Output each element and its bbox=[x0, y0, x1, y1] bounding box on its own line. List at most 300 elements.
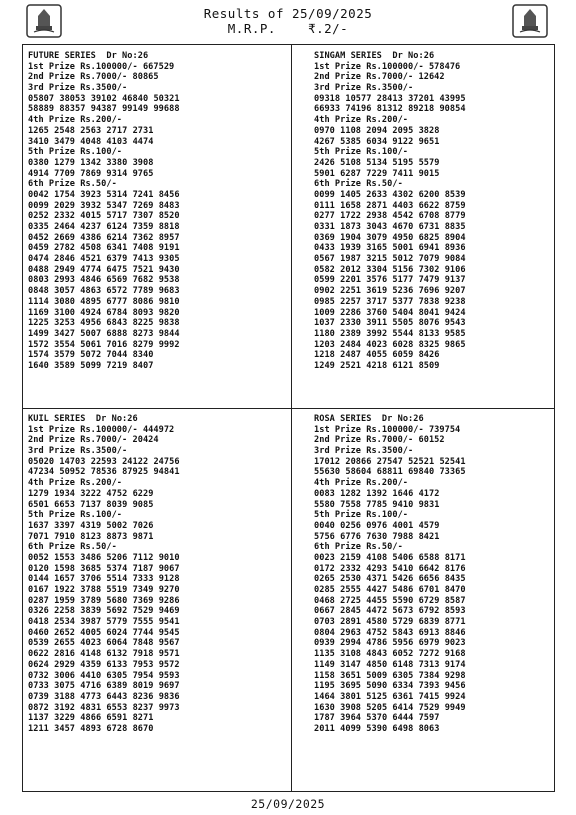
winning-number: 0803 bbox=[28, 275, 49, 286]
winning-number: 0703 bbox=[314, 617, 335, 628]
winning-number: 4924 bbox=[80, 307, 102, 318]
winning-number: 2938 bbox=[366, 211, 388, 222]
prize-label bbox=[314, 147, 466, 158]
winning-number: 6843 bbox=[106, 318, 128, 329]
winning-number: 9949 bbox=[444, 702, 466, 713]
winning-number: 7988 bbox=[392, 531, 414, 542]
winning-number: 2633 bbox=[366, 189, 388, 200]
winning-number: 1658 bbox=[340, 200, 362, 211]
winning-number: 4773 bbox=[80, 691, 102, 702]
winning-number: 2095 bbox=[392, 125, 414, 136]
number-row bbox=[314, 713, 466, 724]
number-row bbox=[28, 606, 180, 617]
winning-number: 9469 bbox=[158, 606, 180, 617]
number-row bbox=[314, 190, 466, 201]
winning-number: 3479 bbox=[54, 136, 76, 147]
winning-number: 0052 bbox=[28, 552, 49, 563]
winning-number: 94387 bbox=[90, 104, 117, 115]
winning-number: 6979 bbox=[418, 638, 440, 649]
winning-number: 1939 bbox=[340, 243, 362, 254]
winning-number: 3760 bbox=[366, 307, 388, 318]
winning-number: 9571 bbox=[158, 649, 180, 660]
winning-number: 1904 bbox=[340, 232, 362, 243]
prize-label-text: 6th Prize Rs.50/- bbox=[28, 179, 117, 190]
winning-number: 5177 bbox=[392, 275, 414, 286]
winning-number: 1149 bbox=[314, 659, 335, 670]
winning-number: 6334 bbox=[392, 681, 414, 692]
winning-number: 4579 bbox=[418, 520, 440, 531]
winning-number: 1195 bbox=[314, 681, 335, 692]
winning-number: 7241 bbox=[132, 189, 154, 200]
winning-number: 3486 bbox=[80, 552, 102, 563]
winning-number: 4956 bbox=[80, 318, 102, 329]
winning-number: 2258 bbox=[54, 606, 76, 617]
winning-number: 7187 bbox=[132, 563, 154, 574]
winning-number: 0970 bbox=[314, 125, 335, 136]
winning-number: 1037 bbox=[314, 318, 335, 329]
winning-number: 3801 bbox=[340, 691, 362, 702]
winning-number: 7384 bbox=[418, 670, 440, 681]
winning-number: 8123 bbox=[80, 531, 102, 542]
winning-number: 9085 bbox=[132, 499, 154, 510]
prize-label-text: 3rd Prize Rs.3500/- bbox=[314, 83, 414, 94]
winning-number: 9174 bbox=[444, 659, 466, 670]
winning-number: 5385 bbox=[340, 136, 362, 147]
winning-number: 0468 bbox=[314, 595, 335, 606]
winning-number: 12642 bbox=[418, 72, 445, 83]
winning-number: 8670 bbox=[132, 723, 154, 734]
winning-number: 8273 bbox=[132, 328, 154, 339]
prize-label-text: 5th Prize Rs.100/- bbox=[28, 147, 123, 158]
winning-number: 58889 bbox=[28, 104, 55, 115]
number-row bbox=[28, 158, 180, 169]
winning-number: 5125 bbox=[366, 691, 388, 702]
winning-number: 58604 bbox=[345, 467, 372, 478]
winning-number: 4410 bbox=[80, 670, 102, 681]
winning-number: 3589 bbox=[54, 360, 76, 371]
number-row bbox=[314, 692, 466, 703]
winning-number: 5007 bbox=[80, 328, 102, 339]
number-row bbox=[314, 649, 466, 660]
winning-number: 6701 bbox=[418, 585, 440, 595]
winning-number: 5590 bbox=[392, 595, 414, 606]
number-row bbox=[314, 318, 466, 329]
winning-number: 3100 bbox=[54, 307, 76, 318]
footer-date: 25/09/2025 bbox=[250, 797, 326, 811]
winning-number: 8421 bbox=[418, 531, 440, 542]
winning-number: 6443 bbox=[106, 691, 128, 702]
winning-number: 0369 bbox=[314, 232, 335, 243]
winning-number: 3192 bbox=[54, 702, 76, 713]
winning-number: 8470 bbox=[444, 585, 466, 595]
winning-number: 5956 bbox=[392, 638, 414, 649]
winning-number: 9456 bbox=[444, 681, 466, 692]
winning-number: 0460 bbox=[28, 627, 49, 638]
winning-number: 5377 bbox=[392, 296, 414, 307]
winning-number: 8539 bbox=[444, 189, 466, 200]
winning-number: 73365 bbox=[439, 467, 466, 478]
winning-number: 9424 bbox=[444, 307, 466, 318]
winning-number: 4103 bbox=[106, 136, 128, 147]
number-row bbox=[28, 457, 180, 468]
draw-label: Dr No: bbox=[106, 51, 138, 61]
winning-number: 6729 bbox=[418, 595, 440, 606]
winning-number: 4055 bbox=[366, 350, 388, 361]
number-row bbox=[314, 596, 466, 607]
prize-label-text: 5th Prize Rs.100/- bbox=[314, 510, 409, 521]
winning-number: 7415 bbox=[418, 691, 440, 702]
winning-number: 9010 bbox=[158, 552, 180, 563]
winning-number: 4015 bbox=[80, 211, 102, 222]
winning-number: 8086 bbox=[132, 296, 154, 307]
winning-number: 9572 bbox=[158, 659, 180, 670]
winning-number: 2717 bbox=[106, 125, 128, 136]
prize-label-text: 2nd Prize Rs.7000/- bbox=[28, 72, 128, 83]
number-row bbox=[314, 297, 466, 308]
winning-number: 2094 bbox=[366, 125, 388, 136]
winning-number: 8936 bbox=[444, 243, 466, 254]
number-row bbox=[314, 286, 466, 297]
number-row bbox=[28, 489, 180, 500]
winning-number: 1873 bbox=[340, 222, 362, 232]
winning-number: 3410 bbox=[28, 136, 49, 147]
prize-label bbox=[28, 510, 180, 521]
winning-number: 4371 bbox=[366, 574, 388, 585]
winning-number: 7393 bbox=[418, 681, 440, 692]
winning-number: 0167 bbox=[28, 585, 49, 595]
draw-number: 26 bbox=[423, 51, 435, 61]
winning-number: 0335 bbox=[28, 222, 49, 232]
winning-number: 6148 bbox=[392, 659, 414, 670]
winning-number: 4001 bbox=[392, 520, 414, 531]
prize-label-text: 2nd Prize Rs.7000/- bbox=[28, 435, 128, 446]
winning-number: 8041 bbox=[418, 307, 440, 318]
winning-number: 4670 bbox=[392, 222, 414, 232]
winning-number: 2257 bbox=[340, 296, 362, 307]
series-block bbox=[28, 51, 180, 372]
prize-label-text: 4th Prize Rs.200/- bbox=[314, 478, 409, 489]
number-row bbox=[28, 275, 180, 286]
winning-number: 5779 bbox=[106, 617, 128, 628]
winning-number: 3908 bbox=[340, 702, 362, 713]
number-row bbox=[28, 190, 180, 201]
winning-number: 68811 bbox=[376, 467, 403, 478]
number-row bbox=[314, 617, 466, 628]
winning-number: 8587 bbox=[444, 595, 466, 606]
winning-number: 7869 bbox=[80, 168, 102, 179]
winning-number: 1722 bbox=[340, 211, 362, 222]
prize-label bbox=[28, 446, 180, 457]
winning-number: 667529 bbox=[142, 61, 175, 72]
number-row bbox=[28, 521, 180, 532]
winning-number: 1180 bbox=[314, 328, 335, 339]
winning-number: 7071 bbox=[28, 531, 49, 542]
winning-number: 8271 bbox=[132, 713, 154, 724]
winning-number: 3229 bbox=[54, 713, 76, 724]
winning-number: 2330 bbox=[340, 318, 362, 329]
winning-number: 3923 bbox=[80, 189, 102, 200]
winning-number: 90854 bbox=[439, 104, 466, 115]
draw-label: Dr No: bbox=[95, 414, 128, 424]
winning-number: 3427 bbox=[54, 328, 76, 339]
winning-number: 9831 bbox=[418, 499, 440, 510]
winning-number: 4099 bbox=[340, 723, 362, 734]
winning-number: 7413 bbox=[132, 254, 154, 265]
winning-number: 9168 bbox=[444, 649, 466, 660]
prize-label-text: 4th Prize Rs.200/- bbox=[28, 115, 123, 126]
number-row bbox=[28, 318, 180, 329]
number-row bbox=[314, 275, 466, 286]
number-row bbox=[314, 233, 466, 244]
winning-number: 1249 bbox=[314, 360, 335, 371]
winning-number: 52541 bbox=[439, 456, 466, 467]
number-row bbox=[314, 340, 466, 351]
winning-number: 6414 bbox=[392, 702, 414, 713]
winning-number: 8340 bbox=[132, 350, 154, 361]
number-row bbox=[28, 660, 180, 671]
winning-number: 9023 bbox=[444, 638, 466, 649]
winning-number: 50321 bbox=[153, 93, 180, 104]
prize-label-text: 3rd Prize Rs.3500/- bbox=[28, 446, 128, 457]
winning-number: 3717 bbox=[366, 296, 388, 307]
winning-number: 0111 bbox=[314, 200, 335, 211]
draw-number: 26 bbox=[137, 51, 149, 61]
winning-number: 4542 bbox=[392, 211, 414, 222]
winning-number: 0331 bbox=[314, 222, 335, 232]
winning-number: 3932 bbox=[80, 200, 102, 211]
winning-number: 9567 bbox=[158, 638, 180, 649]
winning-number: 4293 bbox=[366, 563, 388, 574]
winning-number: 7744 bbox=[132, 627, 154, 638]
winning-number: 1218 bbox=[314, 350, 335, 361]
winning-number: 1499 bbox=[28, 328, 49, 339]
winning-number: 0474 bbox=[28, 254, 49, 265]
winning-number: 8407 bbox=[132, 360, 154, 371]
winning-number: 0976 bbox=[366, 520, 388, 531]
winning-number: 0452 bbox=[28, 232, 49, 243]
number-row bbox=[314, 628, 466, 639]
winning-number: 7137 bbox=[80, 499, 102, 510]
winning-number: 1203 bbox=[314, 339, 335, 350]
number-row bbox=[28, 703, 180, 714]
number-row bbox=[28, 254, 180, 265]
number-row bbox=[314, 457, 466, 468]
winning-number: 8771 bbox=[444, 617, 466, 628]
winning-number: 2534 bbox=[54, 617, 76, 628]
winning-number: 8225 bbox=[132, 318, 154, 329]
winning-number: 7359 bbox=[132, 222, 154, 232]
series-title bbox=[28, 51, 180, 62]
winning-number: 1574 bbox=[28, 350, 49, 361]
winning-number: 6642 bbox=[418, 563, 440, 574]
number-row bbox=[28, 649, 180, 660]
winning-number: 9314 bbox=[106, 168, 128, 179]
winning-number: 6132 bbox=[106, 649, 128, 660]
winning-number: 94841 bbox=[153, 467, 180, 478]
winning-number: 5090 bbox=[366, 681, 388, 692]
winning-number: 6133 bbox=[106, 659, 128, 670]
winning-number: 6229 bbox=[132, 488, 154, 499]
winning-number: 6888 bbox=[106, 328, 128, 339]
winning-number: 7269 bbox=[132, 200, 154, 211]
number-row bbox=[314, 254, 466, 265]
winning-number: 0252 bbox=[28, 211, 49, 222]
winning-number: 1158 bbox=[314, 670, 335, 681]
winning-number: 5514 bbox=[106, 574, 128, 585]
winning-number: 5001 bbox=[392, 243, 414, 254]
winning-number: 3911 bbox=[366, 318, 388, 329]
draw-label: Dr No: bbox=[392, 51, 424, 61]
winning-number: 4023 bbox=[80, 638, 102, 649]
row-divider bbox=[23, 408, 554, 409]
winning-number: 7954 bbox=[132, 670, 154, 681]
winning-number: 3964 bbox=[340, 713, 362, 724]
winning-number: 6569 bbox=[106, 275, 128, 286]
winning-number: 2994 bbox=[340, 638, 362, 649]
winning-number: 50952 bbox=[59, 467, 86, 478]
winning-number: 4048 bbox=[80, 136, 102, 147]
winning-number: 39102 bbox=[90, 93, 117, 104]
winning-number: 4023 bbox=[366, 339, 388, 350]
winning-number: 6444 bbox=[392, 713, 414, 724]
winning-number: 9015 bbox=[418, 168, 440, 179]
winning-number: 7555 bbox=[132, 617, 154, 628]
number-row bbox=[28, 265, 180, 276]
winning-number: 4472 bbox=[366, 606, 388, 617]
winning-number: 2846 bbox=[54, 254, 76, 265]
winning-number: 69840 bbox=[408, 467, 435, 478]
winning-number: 2029 bbox=[54, 200, 76, 211]
winning-number: 9538 bbox=[158, 275, 180, 286]
winning-number: 1922 bbox=[54, 585, 76, 595]
winning-number: 8904 bbox=[444, 232, 466, 243]
winning-number: 2845 bbox=[340, 606, 362, 617]
prize-label bbox=[314, 115, 466, 126]
winning-number: 66933 bbox=[314, 104, 341, 115]
winning-number: 2332 bbox=[340, 563, 362, 574]
winning-number: 7272 bbox=[418, 649, 440, 660]
winning-number: 2949 bbox=[54, 264, 76, 275]
winning-number: 3828 bbox=[418, 125, 440, 136]
winning-number: 9430 bbox=[158, 264, 180, 275]
winning-number: 3788 bbox=[80, 585, 102, 595]
winning-number: 8093 bbox=[132, 307, 154, 318]
winning-number: 7558 bbox=[340, 499, 362, 510]
winning-number: 0099 bbox=[28, 200, 49, 211]
winning-number: 9871 bbox=[132, 531, 154, 542]
winning-number: 6653 bbox=[54, 499, 76, 510]
winning-number: 2731 bbox=[132, 125, 154, 136]
number-row bbox=[314, 243, 466, 254]
winning-number: 2548 bbox=[54, 125, 76, 136]
winning-number: 1225 bbox=[28, 318, 49, 329]
winning-number: 3706 bbox=[80, 574, 102, 585]
winning-number: 6784 bbox=[106, 307, 128, 318]
prize-label bbox=[28, 115, 180, 126]
winning-number: 5717 bbox=[106, 211, 128, 222]
winning-number: 2655 bbox=[54, 638, 76, 649]
winning-number: 2011 bbox=[314, 723, 335, 734]
winning-number: 3554 bbox=[54, 339, 76, 350]
winning-number: 9410 bbox=[392, 499, 414, 510]
winning-number: 6572 bbox=[106, 286, 128, 297]
prize-label bbox=[28, 83, 180, 94]
winning-number: 5390 bbox=[366, 723, 388, 734]
number-row bbox=[314, 638, 466, 649]
winning-number: 1640 bbox=[28, 360, 49, 371]
winning-number: 4386 bbox=[80, 232, 102, 243]
number-row bbox=[314, 660, 466, 671]
winning-number: 4914 bbox=[28, 168, 49, 179]
winning-number: 8873 bbox=[106, 531, 128, 542]
winning-number: 8076 bbox=[418, 318, 440, 329]
winning-number: 2530 bbox=[340, 574, 362, 585]
winning-number: 3222 bbox=[80, 488, 102, 499]
winning-number: 8456 bbox=[158, 189, 180, 200]
winning-number: 4455 bbox=[366, 595, 388, 606]
winning-number: 1169 bbox=[28, 307, 49, 318]
winning-number: 2389 bbox=[340, 328, 362, 339]
number-row bbox=[314, 681, 466, 692]
winning-number: 4580 bbox=[366, 617, 388, 628]
winning-number: 8019 bbox=[132, 681, 154, 692]
number-row bbox=[28, 104, 180, 115]
number-row bbox=[314, 521, 466, 532]
number-row bbox=[314, 137, 466, 148]
winning-number: 3304 bbox=[366, 264, 388, 275]
winning-number: 3079 bbox=[366, 232, 388, 243]
number-row bbox=[28, 628, 180, 639]
winning-number: 1787 bbox=[314, 713, 335, 724]
winning-number: 74196 bbox=[345, 104, 372, 115]
winning-number: 9820 bbox=[158, 307, 180, 318]
winning-number: 4237 bbox=[80, 222, 102, 232]
winning-number: 05807 bbox=[28, 93, 55, 104]
number-row bbox=[314, 126, 466, 137]
winning-number: 4521 bbox=[80, 254, 102, 265]
number-row bbox=[314, 361, 466, 372]
winning-number: 3108 bbox=[340, 649, 362, 660]
winning-number: 17012 bbox=[314, 456, 341, 467]
winning-number: 4108 bbox=[366, 552, 388, 563]
winning-number: 0488 bbox=[28, 264, 49, 275]
winning-number: 5756 bbox=[314, 531, 335, 542]
column-divider bbox=[291, 45, 292, 791]
series-title bbox=[28, 414, 180, 425]
winning-number: 0418 bbox=[28, 617, 49, 628]
winning-number: 1342 bbox=[80, 157, 102, 168]
winning-number: 6728 bbox=[106, 723, 128, 734]
number-row bbox=[314, 350, 466, 361]
number-row bbox=[28, 297, 180, 308]
number-row bbox=[314, 467, 466, 478]
winning-number: 8039 bbox=[106, 499, 128, 510]
winning-number: 0624 bbox=[28, 659, 49, 670]
winning-number: 3992 bbox=[366, 328, 388, 339]
winning-number: 3987 bbox=[80, 617, 102, 628]
winning-number: 5901 bbox=[314, 168, 335, 179]
winning-number: 5206 bbox=[106, 552, 128, 563]
winning-number: 6121 bbox=[392, 360, 414, 371]
number-row bbox=[314, 585, 466, 596]
winning-number: 9270 bbox=[158, 585, 180, 595]
number-row bbox=[28, 585, 180, 596]
winning-number: 1464 bbox=[314, 691, 335, 702]
prize-label bbox=[28, 147, 180, 158]
winning-number: 6475 bbox=[106, 264, 128, 275]
winning-number: 9810 bbox=[158, 296, 180, 307]
winning-number: 5134 bbox=[366, 157, 388, 168]
